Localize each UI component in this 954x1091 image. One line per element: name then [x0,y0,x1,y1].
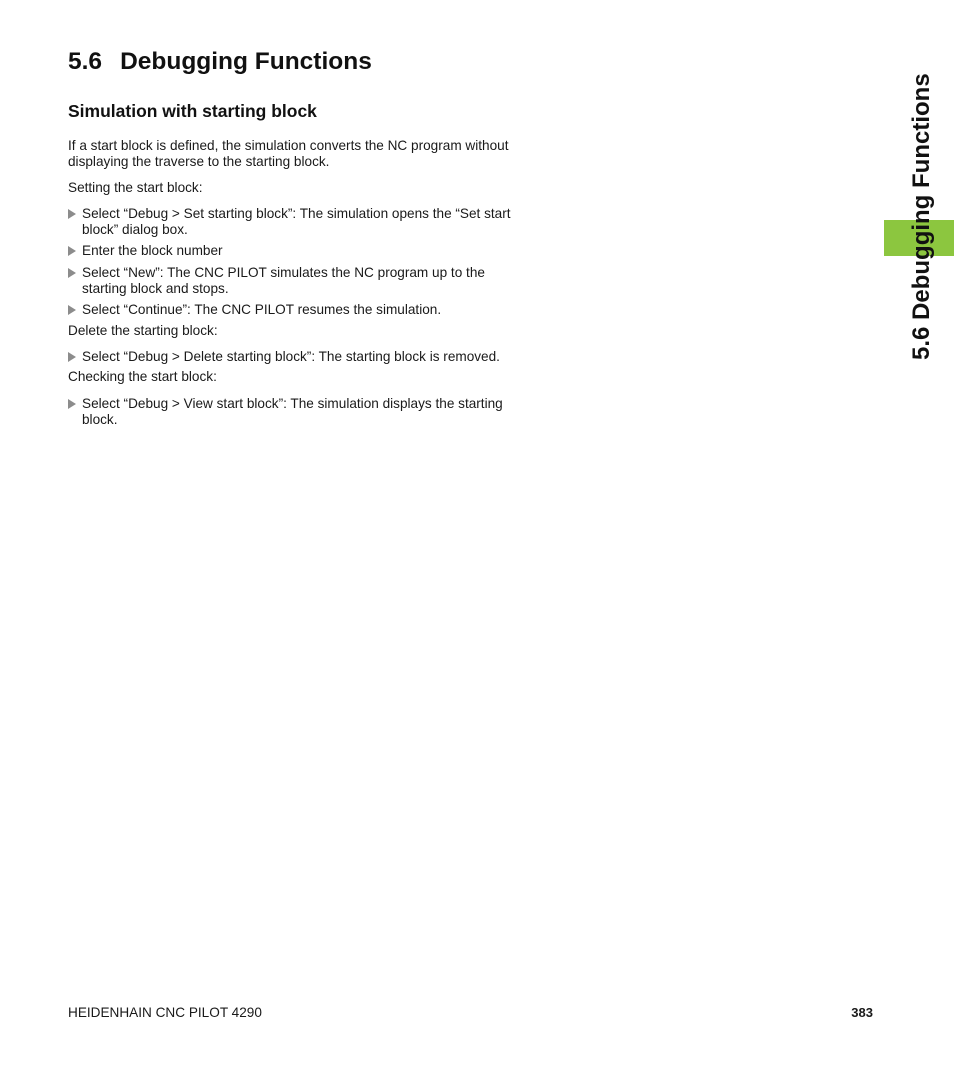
group-lead: Checking the start block: [68,369,217,385]
instruction-group-check [68,369,518,428]
group-lead: Setting the start block: [68,179,203,195]
instruction-group-set [68,180,518,319]
step-text: Select “Continue”: The CNC PILOT resumes the simulation. [82,302,442,318]
section-body [68,138,518,432]
list-item [68,349,518,365]
triangle-right-icon [68,268,76,278]
step-list [68,206,518,319]
instruction-group-delete [68,323,518,366]
footer-manual-title: HEIDENHAIN CNC PILOT 4290 [68,1005,262,1020]
step-text: Select “Debug > View start block”: The simulation displays the starting block. [82,395,503,427]
list-item [68,396,518,429]
side-chapter-label: 5.6 Debugging Functions [908,73,935,360]
step-text: Select “Debug > Set starting block”: The simulation opens the “Set start block” dialog box. [82,205,511,238]
triangle-right-icon [68,209,76,219]
page-number: 383 [851,1005,873,1020]
step-list [68,349,518,365]
chapter-title-text: Debugging Functions [120,48,372,75]
triangle-right-icon [68,352,76,362]
group-lead: Delete the starting block: [68,322,218,338]
step-text: Enter the block number [82,243,223,259]
list-item [68,206,518,239]
step-text: Select “New”: The CNC PILOT simulates the NC program up to the starting block and stops. [82,264,485,297]
section-title: Simulation with starting block [68,101,317,121]
list-item [68,243,518,259]
triangle-right-icon [68,305,76,315]
intro-paragraph: If a start block is defined, the simulation converts the NC program without displaying the traverse to the starting block. [68,138,509,170]
step-list [68,396,518,429]
list-item [68,302,518,318]
chapter-number: 5.6 [68,48,103,75]
triangle-right-icon [68,399,76,409]
list-item [68,265,518,298]
chapter-title [68,45,372,79]
triangle-right-icon [68,246,76,256]
step-text: Select “Debug > Delete starting block”: The starting block is removed. [82,348,500,364]
